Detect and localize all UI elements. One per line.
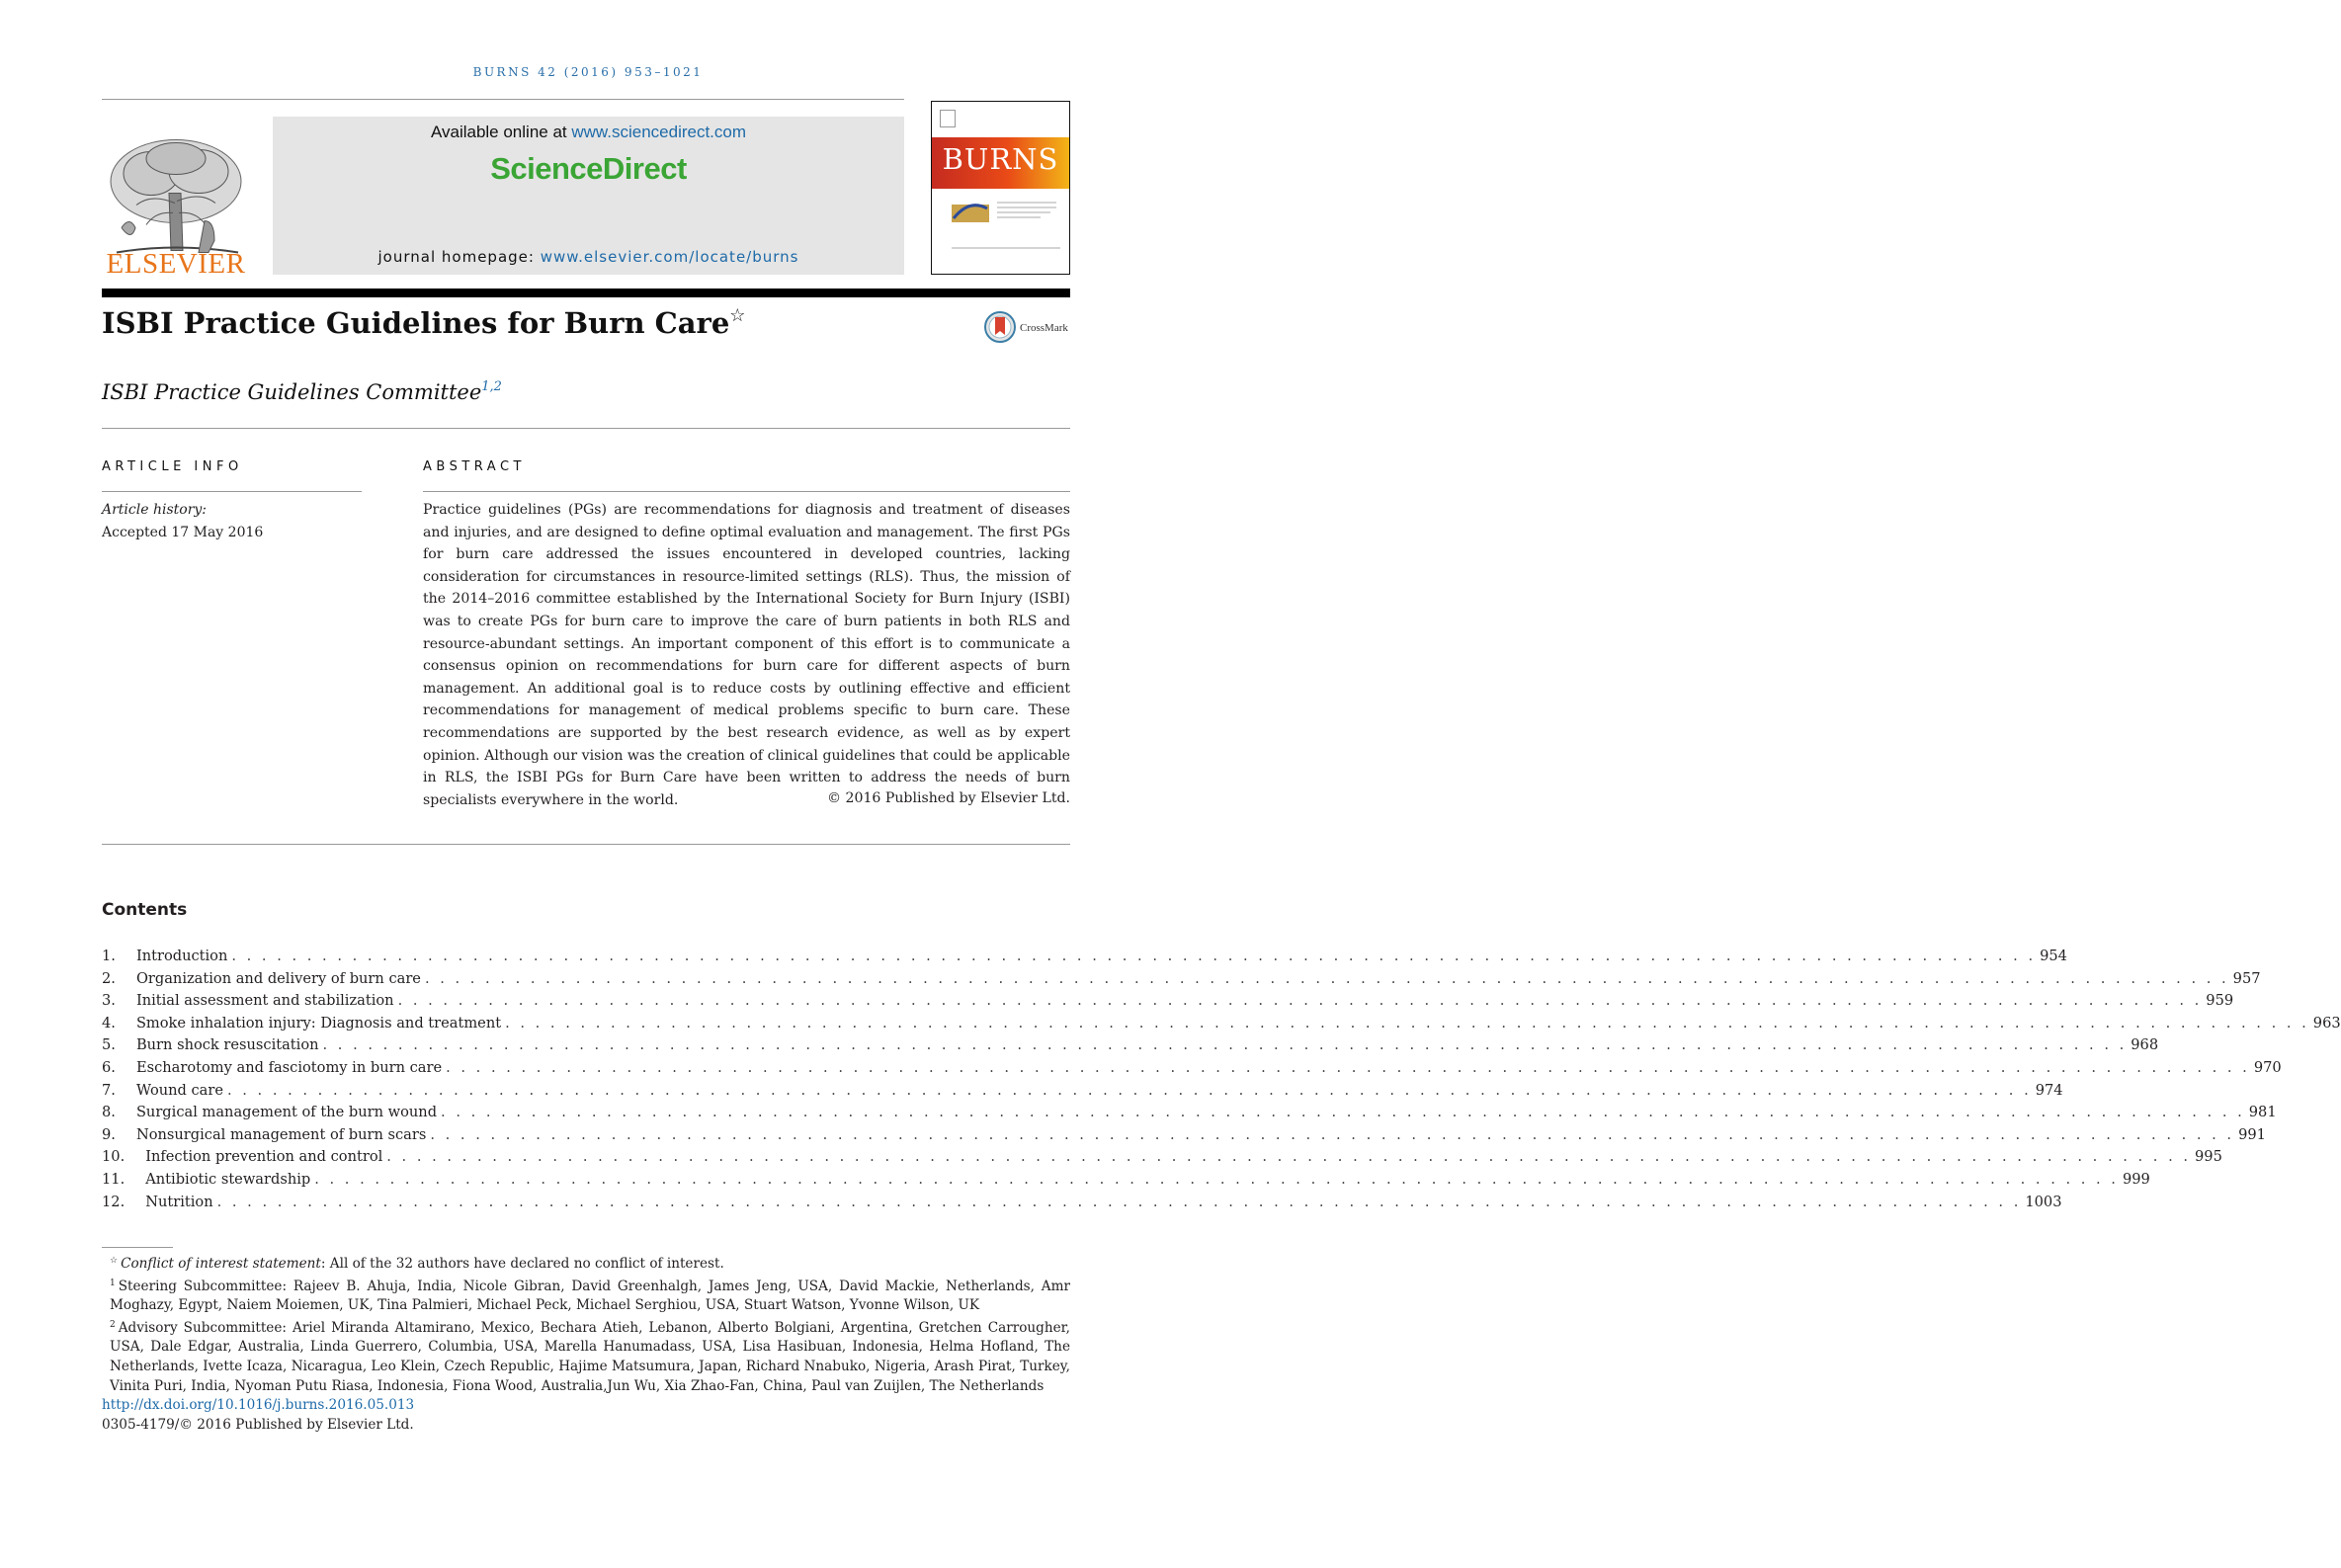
toc-row[interactable] [102, 969, 2261, 993]
toc-title[interactable]: Wound care [135, 1081, 223, 1099]
table-of-contents [102, 948, 2341, 1215]
toc-leader-dots: . . . . . . . . . . . . . . . . . . . . . . . . . . . . . . . . . . . . . . . . . . . . . . . . . . . . . . . . . . . . . . . . . . . . . . . . . . . . . . . . . . . . . . . . . . . . . . . . . . . . . . . . . . . . . . . . . . . . . . . . [441, 1104, 2245, 1121]
toc-page: 970 [2253, 1058, 2282, 1076]
running-head: BURNS 42 (2016) 953–1021 [472, 65, 704, 79]
toc-number: 6. [102, 1058, 116, 1076]
contents-title: Contents [102, 900, 188, 920]
header-divider [102, 99, 904, 100]
article-history-value: Accepted 17 May 2016 [102, 525, 264, 540]
toc-title[interactable]: Nutrition [145, 1193, 213, 1210]
toc-page: 968 [2131, 1036, 2159, 1054]
toc-leader-dots: . . . . . . . . . . . . . . . . . . . . . . . . . . . . . . . . . . . . . . . . . . . . . . . . . . . . . . . . . . . . . . . . . . . . . . . . . . . . . . . . . . . . . . . . . . . . . . . . . . . . . . . . . . . . . . . . . . . . . . . . [386, 1148, 2191, 1166]
journal-homepage [273, 248, 904, 266]
toc-number: 2. [102, 969, 116, 987]
toc-leader-dots: . . . . . . . . . . . . . . . . . . . . . . . . . . . . . . . . . . . . . . . . . . . . . . . . . . . . . . . . . . . . . . . . . . . . . . . . . . . . . . . . . . . . . . . . . . . . . . . . . . . . . . . . . . . . . . . . . . . . . . . . [314, 1170, 2119, 1188]
toc-title[interactable]: Initial assessment and stabilization [135, 992, 394, 1010]
journal-homepage-link[interactable]: www.elsevier.com/locate/burns [540, 248, 799, 266]
toc-leader-dots: . . . . . . . . . . . . . . . . . . . . . . . . . . . . . . . . . . . . . . . . . . . . . . . . . . . . . . . . . . . . . . . . . . . . . . . . . . . . . . . . . . . . . . . . . . . . . . . . . . . . . . . . . . . . . . . . . . . . . . . . [424, 969, 2229, 987]
toc-row[interactable] [102, 948, 2067, 970]
toc-page: 974 [2035, 1081, 2063, 1099]
issn-line: 0305-4179/© 2016 Published by Elsevier Ltd. [102, 1416, 414, 1433]
toc-page: 963 [2312, 1014, 2341, 1032]
article-info-heading: ARTICLE INFO [102, 459, 243, 474]
author-name: ISBI Practice Guidelines Committee [102, 380, 482, 404]
toc-title[interactable]: Antibiotic stewardship [145, 1170, 311, 1188]
toc-leader-dots: . . . . . . . . . . . . . . . . . . . . . . . . . . . . . . . . . . . . . . . . . . . . . . . . . . . . . . . . . . . . . . . . . . . . . . . . . . . . . . . . . . . . . . . . . . . . . . . . . . . . . . . . . . . . . . . . . . . . . . . . [231, 948, 2037, 964]
toc-page: 959 [2206, 992, 2234, 1010]
footnote-2-mark: 2 [110, 1319, 116, 1330]
abstract-heading: ABSTRACT [423, 459, 526, 474]
author-divider [102, 428, 1070, 429]
footnote-rule [102, 1247, 173, 1248]
available-prefix: Available online at [430, 123, 572, 141]
footnote-star-label: Conflict of interest statement [121, 1256, 321, 1272]
toc-number: 12. [102, 1193, 125, 1210]
toc-title[interactable]: Smoke inhalation injury: Diagnosis and treatment [135, 1014, 502, 1032]
footnote-1-mark: 1 [110, 1278, 116, 1288]
toc-leader-dots: . . . . . . . . . . . . . . . . . . . . . . . . . . . . . . . . . . . . . . . . . . . . . . . . . . . . . . . . . . . . . . . . . . . . . . . . . . . . . . . . . . . . . . . . . . . . . . . . . . . . . . . . . . . . . . . . . . . . . . . . [227, 1081, 2032, 1099]
toc-leader-dots: . . . . . . . . . . . . . . . . . . . . . . . . . . . . . . . . . . . . . . . . . . . . . . . . . . . . . . . . . . . . . . . . . . . . . . . . . . . . . . . . . . . . . . . . . . . . . . . . . . . . . . . . . . . . . . . . . . . . . . . . [446, 1058, 2250, 1076]
toc-row[interactable] [102, 1193, 2062, 1216]
toc-row[interactable] [102, 1036, 2159, 1059]
toc-leader-dots: . . . . . . . . . . . . . . . . . . . . . . . . . . . . . . . . . . . . . . . . . . . . . . . . . . . . . . . . . . . . . . . . . . . . . . . . . . . . . . . . . . . . . . . . . . . . . . . . . . . . . . . . . . . . . . . . . . . . . . . . [322, 1036, 2128, 1054]
toc-number: 7. [102, 1081, 116, 1099]
sciencedirect-link[interactable]: www.sciencedirect.com [571, 123, 747, 141]
article-info-rule [102, 491, 362, 492]
footnote-1-text: Steering Subcommittee: Rajeev B. Ahuja, India, Nicole Gibran, David Greenhalgh, James Jeng, USA, David Mackie, Netherlands, Amr Moghazy, Egypt, Naiem Moiemen, UK, Tina Palmieri, Michael Peck, Michael Serghiou, USA, Stuart Watson, Yvonne Wilson, UK [110, 1278, 1070, 1314]
author-line [102, 379, 502, 404]
abstract-copyright: © 2016 Published by Elsevier Ltd. [826, 790, 1070, 806]
available-online [273, 123, 904, 142]
footnote-2 [102, 1316, 1070, 1396]
journal-cover [931, 101, 1070, 275]
toc-title[interactable]: Organization and delivery of burn care [135, 969, 421, 987]
footnote-2-text: Advisory Subcommittee: Ariel Miranda Altamirano, Mexico, Bechara Atieh, Lebanon, Alberto Bolgiani, Argentina, Gretchen Carrougher, USA, Dale Edgar, Australia, Linda Guerrero, Columbia, USA, Marella Hanumadass, USA, Lisa Hasibuan, Indonesia, Helma Hofland, The Netherlands, Ivette Icaza, Nicaragua, Leo Klein, Czech Republic, Hajime Matsumura, Japan, Richard Nnabuko, Nigeria, Arash Pirat, Turkey, Vinita Puri, India, Nyoman Putu Riasa, Indonesia, Fiona Wood, Australia,Jun Wu, Xia Zhao-Fan, China, Paul van Zuijlen, The Netherlands [110, 1319, 1070, 1394]
crossmark-icon[interactable] [984, 311, 1016, 343]
sciencedirect-brand: ScienceDirect [490, 151, 687, 186]
toc-number: 11. [102, 1170, 125, 1188]
crossmark-label[interactable]: CrossMark [1020, 322, 1068, 334]
abstract-divider [102, 844, 1070, 845]
article-history-label: Article history: [102, 502, 208, 518]
toc-title[interactable]: Escharotomy and fasciotomy in burn care [135, 1058, 443, 1076]
header-thick-rule [102, 289, 1070, 297]
toc-title[interactable]: Introduction [135, 948, 228, 964]
toc-page: 957 [2232, 969, 2261, 987]
elsevier-logo-text: ELSEVIER [106, 248, 246, 280]
cover-title: BURNS [942, 142, 1059, 176]
doi-link[interactable]: http://dx.doi.org/10.1016/j.burns.2016.05.013 [102, 1397, 415, 1414]
toc-row[interactable] [102, 992, 2234, 1015]
toc-title[interactable]: Surgical management of the burn wound [135, 1104, 438, 1121]
footnote-star-mark: ☆ [110, 1256, 119, 1266]
toc-page: 981 [2248, 1104, 2277, 1121]
toc-number: 10. [102, 1148, 125, 1166]
doi-line [102, 1396, 1070, 1416]
toc-row[interactable] [102, 1104, 2277, 1126]
toc-page: 954 [2040, 948, 2067, 964]
toc-row[interactable] [102, 1014, 2341, 1037]
cover-publisher-icon [940, 110, 956, 127]
toc-number: 1. [102, 948, 116, 964]
footnote-star [102, 1252, 1070, 1275]
toc-page: 995 [2195, 1148, 2222, 1166]
toc-page: 999 [2122, 1170, 2150, 1188]
title-footnote-mark[interactable]: ☆ [729, 305, 746, 326]
footnotes [102, 1252, 1070, 1435]
abstract-text: Practice guidelines (PGs) are recommendations for diagnosis and treatment of diseases and injuries, and are designed to define optimal evaluation and management. The first PGs for burn care addressed the issues encountered in developed countries, lacking consideration for circumstances in resource-limited settings (RLS). Thus, the mission of the 2014–2016 committee established by the International Society for Burn Injury (ISBI) was to create PGs for burn care to improve the care of burn patients in both RLS and resource-abundant settings. An important component of this effort is to communicate a consensus opinion on recommendations for burn care for different aspects of burn management. An additional goal is to reduce costs by outlining effective and efficient recommendations for management of medical problems specific to burn care. These recommendations are supported by the best research evidence, as well as by expert opinion. Although our vision was the creation of clinical guidelines that could be applicable in RLS, the ISBI PGs for Burn Care have been written to address the needs of burn specialists everywhere in the world. [423, 502, 1070, 808]
footnote-1 [102, 1275, 1070, 1316]
toc-number: 9. [102, 1125, 116, 1143]
toc-row[interactable] [102, 1148, 2222, 1171]
toc-row[interactable] [102, 1125, 2266, 1149]
toc-number: 5. [102, 1036, 116, 1054]
toc-title[interactable]: Nonsurgical management of burn scars [135, 1125, 427, 1143]
toc-row[interactable] [102, 1081, 2063, 1105]
author-footnote-marks[interactable]: 1,2 [481, 379, 502, 394]
homepage-prefix: journal homepage: [377, 248, 541, 266]
toc-row[interactable] [102, 1170, 2150, 1194]
toc-page: 991 [2238, 1125, 2266, 1143]
toc-number: 3. [102, 992, 116, 1010]
toc-number: 8. [102, 1104, 116, 1121]
toc-leader-dots: . . . . . . . . . . . . . . . . . . . . . . . . . . . . . . . . . . . . . . . . . . . . . . . . . . . . . . . . . . . . . . . . . . . . . . . . . . . . . . . . . . . . . . . . . . . . . . . . . . . . . . . . . . . . . . . . . . . . . . . . [430, 1125, 2235, 1143]
cover-graphic [952, 199, 1060, 258]
toc-title[interactable]: Infection prevention and control [145, 1148, 383, 1166]
footnote-star-text: : All of the 32 authors have declared no conflict of interest. [320, 1256, 724, 1272]
toc-leader-dots: . . . . . . . . . . . . . . . . . . . . . . . . . . . . . . . . . . . . . . . . . . . . . . . . . . . . . . . . . . . . . . . . . . . . . . . . . . . . . . . . . . . . . . . . . . . . . . . . . . . . . . . . . . . . . . . . . . . . . . . . [505, 1014, 2309, 1032]
toc-leader-dots: . . . . . . . . . . . . . . . . . . . . . . . . . . . . . . . . . . . . . . . . . . . . . . . . . . . . . . . . . . . . . . . . . . . . . . . . . . . . . . . . . . . . . . . . . . . . . . . . . . . . . . . . . . . . . . . . . . . . . . . . [216, 1193, 2022, 1210]
toc-row[interactable] [102, 1058, 2282, 1082]
toc-page: 1003 [2025, 1193, 2062, 1210]
toc-leader-dots: . . . . . . . . . . . . . . . . . . . . . . . . . . . . . . . . . . . . . . . . . . . . . . . . . . . . . . . . . . . . . . . . . . . . . . . . . . . . . . . . . . . . . . . . . . . . . . . . . . . . . . . . . . . . . . . . . . . . . . . . [397, 992, 2203, 1010]
abstract-rule [423, 491, 1070, 492]
article-title-text: ISBI Practice Guidelines for Burn Care [102, 306, 730, 340]
toc-number: 4. [102, 1014, 116, 1032]
article-title [102, 305, 745, 340]
toc-title[interactable]: Burn shock resuscitation [135, 1036, 319, 1054]
